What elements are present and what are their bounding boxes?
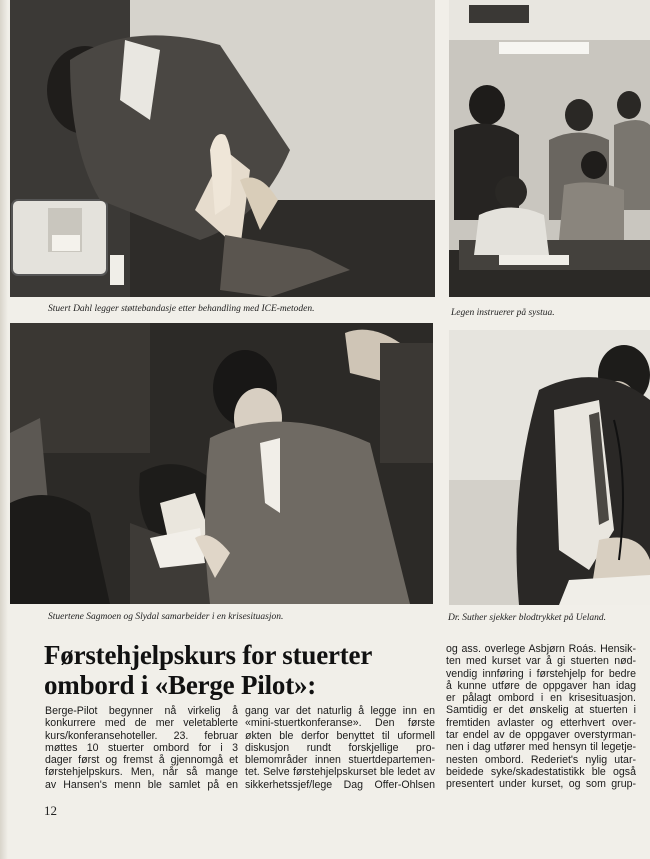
column-3-line: ten med kurset var å gi stuerten nød- <box>446 655 636 668</box>
column-1-line: kurs/konferansehoteller. 23. februar <box>45 729 238 742</box>
column-3-line: tar endel av de oppgaver overstyrman- <box>446 729 636 742</box>
column-3-line: nen i dag utfører med hensyn til legetje- <box>446 741 636 754</box>
column-3-line: er pålagt ombord i en krisesituasjon. <box>446 692 636 705</box>
photo-doctor-instructs <box>449 0 650 297</box>
article-column-2 <box>245 705 435 791</box>
first-aid-bag-label <box>52 235 80 251</box>
caption-doctor-instructs: Legen instruerer på systua. <box>451 308 555 318</box>
headline-line-2: ombord i «Berge Pilot»: <box>44 670 317 700</box>
column-1-line: dager først og fremst å gjennomgå et <box>45 754 238 767</box>
photo-stewards-cooperate <box>10 323 433 604</box>
column-1-line: møttes 10 stuerter ombord for i 3 <box>45 741 238 754</box>
column-3-line: og ass. overlege Asbjørn Roás. Hensik- <box>446 643 636 655</box>
column-2-line: sikkerhetssjef/lege Dag Offer-Ohlsen <box>245 778 435 791</box>
page-edge-shadow <box>0 0 8 859</box>
caption-bandage: Stuert Dahl legger støttebandasje etter behandling med ICE-metoden. <box>48 304 315 314</box>
column-1-line: konkurrere med de mer veletablerte <box>45 717 238 730</box>
headline-line-1: Førstehjelpskurs for stuerter <box>44 640 373 670</box>
column-3-line: vendig innføring i førstehjelp for bedre <box>446 667 636 680</box>
page-number: 12 <box>44 803 57 818</box>
column-3-line: presentert under kurset, og som grup- <box>446 778 636 791</box>
column-3-line: nesten ombord. Rederiet's nylig utar- <box>446 753 636 766</box>
column-2-line: tet. Selve førstehjelpskurset ble ledet av <box>245 766 435 779</box>
column-1-line: førstehjelpskurs. Men, når så mange <box>45 766 238 779</box>
article-column-3 <box>446 643 636 791</box>
column-2-line: gang var det naturlig å legge inn en <box>245 705 435 717</box>
column-2-line: blemområder innen stuertdepartemen- <box>245 754 435 767</box>
column-3-line: fremtiden avlaster og etterhvert over- <box>446 716 636 729</box>
column-3-line: beidede syke/skadestatistikk ble også <box>446 765 636 778</box>
article-headline <box>44 640 439 700</box>
photo-blood-pressure <box>449 330 650 605</box>
column-1-line: av Hansen's menn ble samlet på en <box>45 778 238 791</box>
photo-bandage <box>10 0 435 297</box>
column-2-line: økten ble derfor benyttet til uformell <box>245 729 435 742</box>
column-3-line: å kunne utføre de oppgaver han idag <box>446 679 636 692</box>
column-2-line: «mini-stuertkonferanse». Den første <box>245 717 435 730</box>
caption-stewards-cooperate: Stuertene Sagmoen og Slydal samarbeider i en krisesituasjon. <box>48 612 284 622</box>
column-2-line: diskusjon rundt forskjellige pro- <box>245 741 435 754</box>
caption-blood-pressure: Dr. Suther sjekker blodtrykket på Ueland. <box>448 613 607 623</box>
column-1-line: Berge-Pilot begynner nå virkelig å <box>45 705 238 717</box>
article-column-1 <box>45 705 238 791</box>
column-3-line: Samtidig er det ønskelig at stuerten i <box>446 704 636 717</box>
